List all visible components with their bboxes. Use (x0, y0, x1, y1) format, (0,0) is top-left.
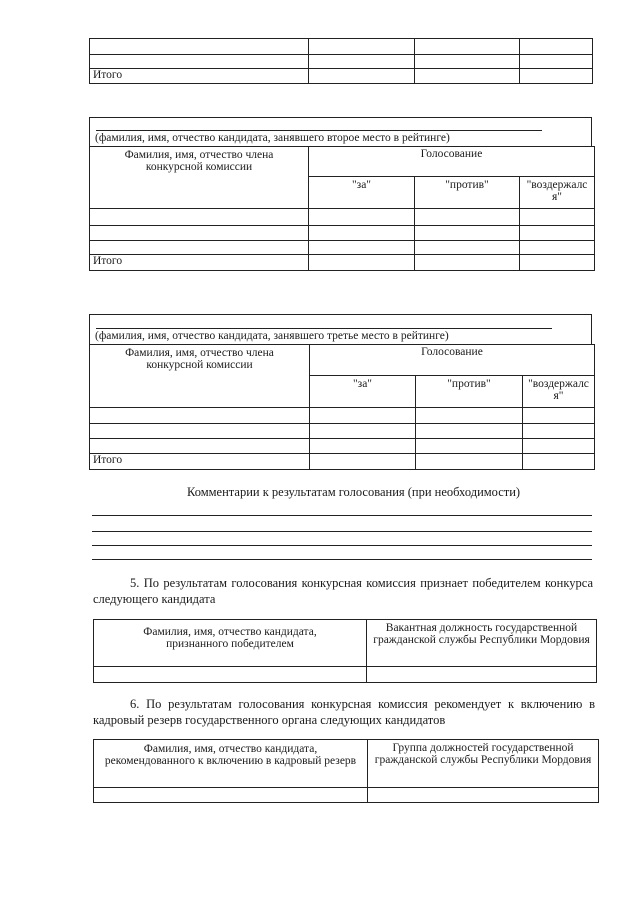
table2-col-member: Фамилия, имя, отчество члена конкурсной комиссии (90, 147, 309, 209)
table3-caption: (фамилия, имя, отчество кандидата, занявшего третье место в рейтинге) (95, 330, 449, 342)
winner-table (93, 619, 597, 683)
table2-vote-for: "за" (309, 177, 415, 209)
winner-col-position: Вакантная должность государственной гражданской службы Республики Мордовия (367, 620, 597, 667)
table2-col-vote: Голосование (309, 147, 595, 177)
total-label: Итого (90, 69, 309, 84)
comment-line (92, 515, 592, 516)
reserve-table (93, 739, 599, 803)
table2-vote-table (89, 146, 595, 271)
reserve-col-group: Группа должностей государственной гражданской службы Республики Мордовия (368, 740, 599, 788)
table3-vote-for: "за" (310, 376, 416, 408)
comment-line (92, 559, 592, 560)
table2-vote-against: "против" (415, 177, 520, 209)
winner-col-name: Фамилия, имя, отчество кандидата, признанного победителем (94, 620, 367, 667)
top-vote-table (89, 38, 593, 84)
table3-col-vote: Голосование (310, 345, 595, 376)
comment-line (92, 531, 592, 532)
comment-line (92, 545, 592, 546)
table3-vote-against: "против" (416, 376, 523, 408)
total-label: Итого (90, 454, 310, 470)
table2-vote-abstain: "воздержался" (520, 177, 595, 209)
table3-col-member: Фамилия, имя, отчество члена конкурсной комиссии (90, 345, 310, 408)
reserve-col-name: Фамилия, имя, отчество кандидата, рекомендованного к включению в кадровый резерв (94, 740, 368, 788)
total-label: Итого (90, 255, 309, 271)
comments-title: Комментарии к результатам голосования (при необходимости) (187, 485, 521, 499)
section5-text: 5. По результатам голосования конкурсная комиссия признает победителем конкурса следующего кандидата (93, 576, 593, 606)
table2-caption: (фамилия, имя, отчество кандидата, занявшего второе место в рейтинге) (95, 132, 450, 144)
table3-vote-abstain: "воздержался" (523, 376, 595, 408)
table3-vote-table (89, 344, 595, 470)
section6-text: 6. По результатам голосования конкурсная комиссия рекомендует к включению в кадровый резерв государственного органа следующих кандидатов (93, 697, 595, 727)
